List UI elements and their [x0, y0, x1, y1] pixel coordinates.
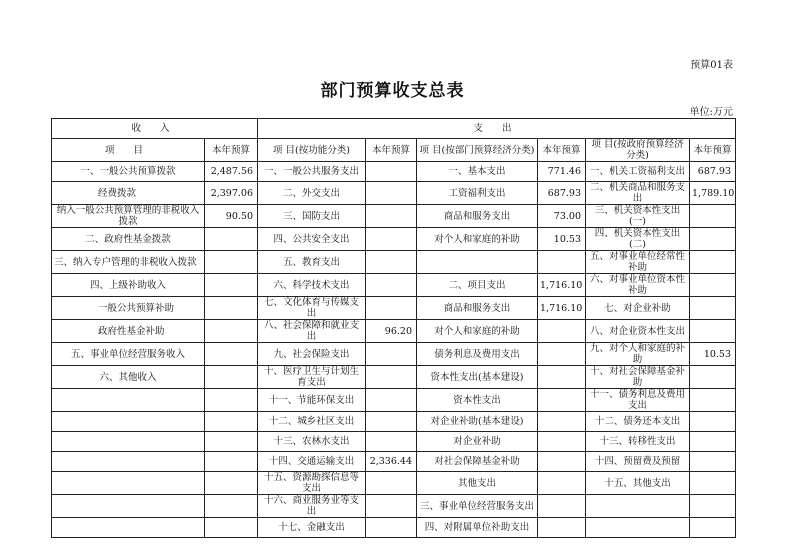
func-item-cell: 十、医疗卫生与计划生育支出 [258, 366, 366, 389]
gov-item-cell: 十二、债务还本支出 [586, 412, 690, 432]
func-item-cell: 十一、节能环保支出 [258, 389, 366, 412]
income-item-cell: 经费拨款 [52, 182, 205, 205]
income-item-cell: 一般公共预算补助 [52, 297, 205, 320]
income-budget-cell [205, 518, 258, 538]
func-budget-cell [366, 205, 417, 228]
budget-summary-table [51, 118, 736, 538]
form-number: 预算01表 [690, 60, 733, 71]
dept-budget-cell [538, 495, 586, 518]
gov-item-cell: 七、对企业补助 [586, 297, 690, 320]
dept-item-cell: 四、对附属单位补助支出 [417, 518, 538, 538]
gov-item-cell: 五、对事业单位经常性补助 [586, 251, 690, 274]
func-item-cell: 十四、交通运输支出 [258, 452, 366, 472]
dept-item-cell: 对社会保障基金补助 [417, 452, 538, 472]
table-row [52, 274, 736, 297]
func-budget-cell: 96.20 [366, 320, 417, 343]
table-row [52, 472, 736, 495]
dept-item-cell: 对个人和家庭的补助 [417, 228, 538, 251]
table-row [52, 251, 736, 274]
gov-budget-cell [690, 274, 736, 297]
income-budget-cell: 90.50 [205, 205, 258, 228]
unit-label: 单位:万元 [689, 107, 733, 118]
dept-budget-cell: 771.46 [538, 162, 586, 182]
func-item-cell: 七、文化体育与传媒支出 [258, 297, 366, 320]
col-header-gov-econ-class: 项 目(按政府预算经济分类) [586, 139, 690, 162]
gov-budget-cell: 1,789.10 [690, 182, 736, 205]
func-item-cell: 五、教育支出 [258, 251, 366, 274]
header-row-groups [52, 119, 736, 139]
gov-item-cell: 十三、转移性支出 [586, 432, 690, 452]
income-item-cell [52, 472, 205, 495]
gov-item-cell: 六、对事业单位资本性补助 [586, 274, 690, 297]
dept-item-cell: 三、事业单位经营服务支出 [417, 495, 538, 518]
func-item-cell: 六、科学技术支出 [258, 274, 366, 297]
income-budget-cell: 2,487.56 [205, 162, 258, 182]
gov-item-cell [586, 518, 690, 538]
gov-budget-cell [690, 228, 736, 251]
func-item-cell: 十三、农林水支出 [258, 432, 366, 452]
gov-budget-cell [690, 366, 736, 389]
gov-budget-cell: 10.53 [690, 343, 736, 366]
col-header-func-class: 项 目(按功能分类) [258, 139, 366, 162]
table-row [52, 205, 736, 228]
table-row [52, 366, 736, 389]
dept-budget-cell: 73.00 [538, 205, 586, 228]
dept-item-cell: 资本性支出(基本建设) [417, 366, 538, 389]
dept-budget-cell: 1,716.10 [538, 274, 586, 297]
func-budget-cell [366, 343, 417, 366]
dept-item-cell [417, 251, 538, 274]
func-budget-cell [366, 495, 417, 518]
func-item-cell: 二、外交支出 [258, 182, 366, 205]
table-row [52, 343, 736, 366]
income-item-cell: 纳入一般公共预算管理的非税收入拨款 [52, 205, 205, 228]
dept-item-cell: 商品和服务支出 [417, 297, 538, 320]
gov-budget-cell [690, 205, 736, 228]
gov-budget-cell [690, 518, 736, 538]
gov-item-cell: 三、机关资本性支出(一) [586, 205, 690, 228]
func-budget-cell [366, 162, 417, 182]
income-item-cell [52, 452, 205, 472]
gov-item-cell: 四、机关资本性支出(二) [586, 228, 690, 251]
dept-budget-cell [538, 472, 586, 495]
table-row [52, 389, 736, 412]
income-budget-cell [205, 452, 258, 472]
income-item-cell: 三、纳入专户管理的非税收入拨款 [52, 251, 205, 274]
income-budget-cell [205, 412, 258, 432]
income-item-cell [52, 495, 205, 518]
func-item-cell: 一、一般公共服务支出 [258, 162, 366, 182]
income-budget-cell [205, 274, 258, 297]
dept-item-cell: 对个人和家庭的补助 [417, 320, 538, 343]
func-budget-cell [366, 518, 417, 538]
income-item-cell: 四、上级补助收入 [52, 274, 205, 297]
table-row [52, 495, 736, 518]
table-row [52, 162, 736, 182]
gov-item-cell: 十一、债务利息及费用支出 [586, 389, 690, 412]
dept-budget-cell [538, 412, 586, 432]
income-budget-cell [205, 389, 258, 412]
income-item-cell [52, 412, 205, 432]
func-item-cell: 三、国防支出 [258, 205, 366, 228]
gov-item-cell: 八、对企业资本性支出 [586, 320, 690, 343]
expense-group-header: 支 出 [258, 119, 736, 139]
dept-item-cell: 对企业补助 [417, 432, 538, 452]
income-budget-cell [205, 432, 258, 452]
dept-budget-cell [538, 389, 586, 412]
gov-budget-cell [690, 389, 736, 412]
dept-budget-cell [538, 366, 586, 389]
gov-budget-cell [690, 412, 736, 432]
func-budget-cell [366, 182, 417, 205]
dept-budget-cell: 1,716.10 [538, 297, 586, 320]
dept-budget-cell [538, 452, 586, 472]
income-budget-cell: 2,397.06 [205, 182, 258, 205]
dept-budget-cell [538, 432, 586, 452]
gov-item-cell: 二、机关商品和服务支出 [586, 182, 690, 205]
income-item-cell: 六、其他收入 [52, 366, 205, 389]
func-budget-cell [366, 228, 417, 251]
dept-budget-cell [538, 251, 586, 274]
col-header-gov-budget: 本年预算 [690, 139, 736, 162]
income-item-cell: 五、事业单位经营服务收入 [52, 343, 205, 366]
dept-budget-cell [538, 518, 586, 538]
table-row [52, 518, 736, 538]
income-item-cell: 二、政府性基金拨款 [52, 228, 205, 251]
income-item-cell [52, 518, 205, 538]
gov-item-cell: 十、对社会保障基金补助 [586, 366, 690, 389]
gov-budget-cell [690, 432, 736, 452]
func-budget-cell: 2,336.44 [366, 452, 417, 472]
col-header-dept-econ-class: 项 目(按部门预算经济分类) [417, 139, 538, 162]
income-budget-cell [205, 228, 258, 251]
col-header-income-budget: 本年预算 [205, 139, 258, 162]
table-row [52, 297, 736, 320]
func-budget-cell [366, 274, 417, 297]
dept-budget-cell: 10.53 [538, 228, 586, 251]
table-row [52, 320, 736, 343]
header-row-columns [52, 139, 736, 162]
table-row [52, 432, 736, 452]
gov-item-cell: 十四、预留费及预留 [586, 452, 690, 472]
dept-item-cell: 债务利息及费用支出 [417, 343, 538, 366]
dept-budget-cell [538, 343, 586, 366]
col-header-income-item: 项 目 [52, 139, 205, 162]
func-item-cell: 十五、资源勘探信息等支出 [258, 472, 366, 495]
table-body [52, 162, 736, 538]
income-budget-cell [205, 472, 258, 495]
dept-item-cell: 对企业补助(基本建设) [417, 412, 538, 432]
gov-budget-cell [690, 297, 736, 320]
gov-item-cell [586, 495, 690, 518]
func-budget-cell [366, 366, 417, 389]
income-item-cell [52, 389, 205, 412]
gov-budget-cell [690, 320, 736, 343]
dept-item-cell: 其他支出 [417, 472, 538, 495]
gov-budget-cell: 687.93 [690, 162, 736, 182]
func-budget-cell [366, 251, 417, 274]
income-budget-cell [205, 366, 258, 389]
income-budget-cell [205, 251, 258, 274]
table-row [52, 228, 736, 251]
dept-item-cell: 二、项目支出 [417, 274, 538, 297]
income-budget-cell [205, 297, 258, 320]
func-budget-cell [366, 412, 417, 432]
income-item-cell: 一、一般公共预算拨款 [52, 162, 205, 182]
table-row [52, 412, 736, 432]
gov-budget-cell [690, 495, 736, 518]
income-budget-cell [205, 343, 258, 366]
func-item-cell: 四、公共安全支出 [258, 228, 366, 251]
table-row [52, 182, 736, 205]
income-group-header: 收 入 [52, 119, 258, 139]
dept-item-cell: 商品和服务支出 [417, 205, 538, 228]
dept-item-cell: 工资福利支出 [417, 182, 538, 205]
func-budget-cell [366, 297, 417, 320]
gov-budget-cell [690, 452, 736, 472]
gov-item-cell: 一、机关工资福利支出 [586, 162, 690, 182]
func-budget-cell [366, 472, 417, 495]
gov-budget-cell [690, 251, 736, 274]
dept-budget-cell: 687.93 [538, 182, 586, 205]
func-item-cell: 八、社会保障和就业支出 [258, 320, 366, 343]
page-title: 部门预算收支总表 [320, 81, 465, 101]
dept-item-cell: 资本性支出 [417, 389, 538, 412]
gov-item-cell: 十五、其他支出 [586, 472, 690, 495]
col-header-dept-budget: 本年预算 [538, 139, 586, 162]
func-item-cell: 十六、商业服务业等支出 [258, 495, 366, 518]
income-item-cell [52, 432, 205, 452]
func-item-cell: 十二、城乡社区支出 [258, 412, 366, 432]
table-row [52, 452, 736, 472]
dept-budget-cell [538, 320, 586, 343]
func-budget-cell [366, 389, 417, 412]
income-budget-cell [205, 495, 258, 518]
func-item-cell: 九、社会保险支出 [258, 343, 366, 366]
dept-item-cell: 一、基本支出 [417, 162, 538, 182]
income-budget-cell [205, 320, 258, 343]
income-item-cell: 政府性基金补助 [52, 320, 205, 343]
func-budget-cell [366, 432, 417, 452]
col-header-func-budget: 本年预算 [366, 139, 417, 162]
func-item-cell: 十七、金融支出 [258, 518, 366, 538]
gov-item-cell: 九、对个人和家庭的补助 [586, 343, 690, 366]
gov-budget-cell [690, 472, 736, 495]
